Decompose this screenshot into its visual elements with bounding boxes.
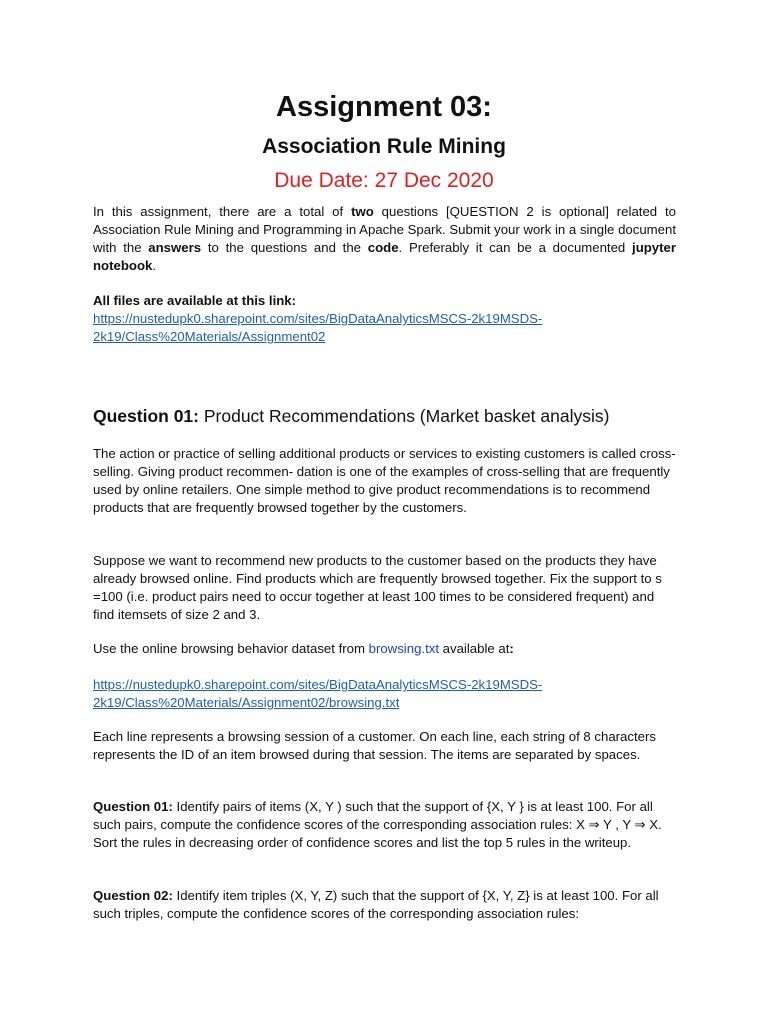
intro-text-1: In this assignment, there are a total of — [93, 204, 352, 219]
due-date: Due Date: 27 Dec 2020 — [274, 169, 494, 192]
question01-heading-text — [93, 404, 676, 428]
assignment-subtitle: Association Rule Mining — [262, 135, 506, 158]
intro-bold-jupyter: jupyter notebook — [93, 240, 676, 273]
subquestion-2-text — [93, 887, 676, 923]
intro-paragraph — [93, 203, 676, 275]
files-link-line2[interactable]: 2k19/Class%20Materials/Assignment02 — [93, 329, 326, 344]
files-section — [93, 292, 676, 346]
dataset-filename: browsing.txt — [368, 641, 439, 656]
subquestion-2-body: Identify item triples (X, Y, Z) such that the support of {X, Y, Z} is at least 100. For all such triples, compute the confidence scores of the corresponding association rules: — [93, 888, 659, 921]
intro-bold-answers: answers — [148, 240, 202, 255]
intro-bold-two: two — [351, 204, 374, 219]
dataset-link-line2[interactable]: 2k19/Class%20Materials/Assignment02/browsing.txt — [93, 695, 400, 710]
intro-bold-code: code — [367, 240, 399, 255]
question01-para1 — [93, 445, 676, 517]
question01-heading — [93, 404, 676, 428]
files-link[interactable] — [93, 310, 676, 346]
intro-text-4: . Preferably it can be a documented — [398, 240, 633, 255]
dataset-link[interactable] — [93, 676, 676, 712]
assignment-title: Assignment 03: — [276, 91, 492, 123]
subquestion-1-body: Identify pairs of items (X, Y ) such that the support of {X, Y } is at least 100. For all such pairs, compute the confidence scores of the corresponding association rules: X ⇒ Y , Y ⇒ X. Sort the rules in decreasing order of confidence scores and list the top 5 rules in the writeup. — [93, 799, 662, 850]
dataset-text-pre: Use the online browsing behavior dataset from — [93, 641, 369, 656]
intro-text-2: questions [QUESTION 2 is optional] related to Association Rule Mining and Programming in Apache Spark. Submit your work in a single document with the — [93, 204, 676, 255]
dataset-link-line1[interactable]: https://nustedupk0.sharepoint.com/sites/BigDataAnalyticsMSCS-2k19MSDS- — [93, 677, 543, 692]
files-label-text: All files are available at this link: — [93, 293, 297, 308]
intro-text-5: . — [152, 258, 157, 273]
subquestion-1-label: Question 01: — [93, 799, 173, 814]
question01-heading-title: Product Recommendations (Market basket analysis) — [199, 406, 610, 426]
cross-selling-paragraph: The action or practice of selling additional products or services to existing customers is called cross-selling. Giving product recommen- dation is one of the examples of cross-selling that are frequently used by online retailers. One simple method to give product recommendations is to recommend products that are frequently browsed together by the customers. — [93, 446, 676, 515]
dataset-colon: : — [509, 641, 514, 656]
browsing-session-paragraph: Each line represents a browsing session of a customer. On each line, each string of 8 characters represents the ID of an item browsed during that session. The items are separated by spaces. — [93, 729, 656, 762]
intro-text-3: to the questions and the — [201, 240, 368, 255]
dataset-line — [93, 640, 676, 658]
dataset-text-post: available at — [439, 641, 510, 656]
recommendation-paragraph: Suppose we want to recommend new products to the customer based on the products they have already browsed online. Find products which are frequently browsed together. Fix the support to s =100 (i.e. product pairs need to occur together at least 100 times to be considered frequent) and find itemsets of size 2 and 3. — [93, 553, 662, 622]
dataset-sentence — [93, 640, 676, 658]
subquestion-2-label: Question 02: — [93, 888, 173, 903]
subquestion-1 — [93, 798, 676, 852]
question01-para2 — [93, 552, 676, 624]
files-label — [93, 292, 676, 310]
question01-para3 — [93, 728, 676, 764]
subquestion-1-text — [93, 798, 676, 852]
intro-section — [93, 203, 676, 275]
dataset-link-block — [93, 676, 676, 712]
subquestion-2 — [93, 887, 676, 923]
files-link-line1[interactable]: https://nustedupk0.sharepoint.com/sites/BigDataAnalyticsMSCS-2k19MSDS- — [93, 311, 543, 326]
title-block — [0, 88, 768, 196]
question01-heading-label: Question 01: — [93, 406, 199, 426]
